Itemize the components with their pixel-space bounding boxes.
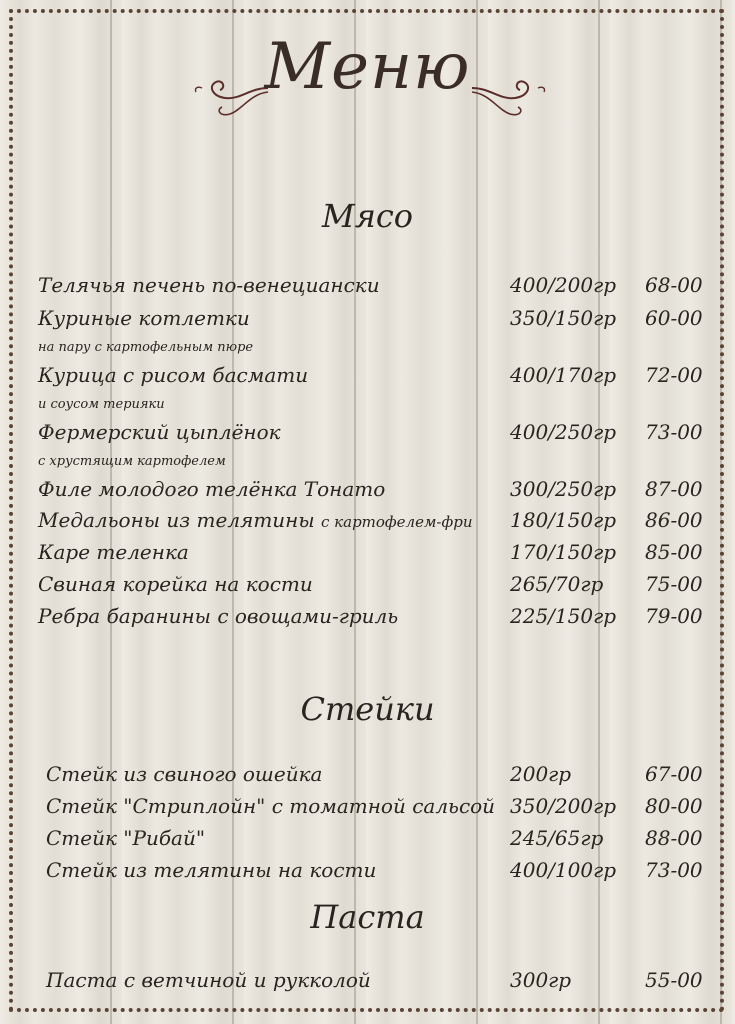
item-weight: 200гр xyxy=(510,762,572,786)
section-heading-steaks: Стейки xyxy=(300,690,435,728)
item-note: и соусом терияки xyxy=(38,397,165,412)
item-price: 60-00 xyxy=(645,306,703,330)
item-weight: 225/150гр xyxy=(510,604,616,628)
item-name: Ребра баранины с овощами-гриль xyxy=(38,604,399,628)
menu-item xyxy=(0,858,735,888)
item-weight: 265/70гр xyxy=(510,572,604,596)
item-name: Паста с ветчиной и рукколой xyxy=(46,968,371,992)
menu-item xyxy=(0,477,735,507)
item-name: Стейк "Стриплойн" с томатной сальсой xyxy=(46,794,496,818)
item-name-suffix: с картофелем-фри xyxy=(321,513,473,531)
item-name: Курица с рисом басмати xyxy=(38,363,309,387)
item-name: Стейк из телятины на кости xyxy=(46,858,377,882)
item-name: Филе молодого телёнка Тонато xyxy=(38,477,386,501)
item-name: Свиная корейка на кости xyxy=(38,572,313,596)
item-name: Стейк из свиного ошейка xyxy=(46,762,323,786)
item-weight: 400/170гр xyxy=(510,363,616,387)
item-name-text: Медальоны из телятины xyxy=(38,508,315,532)
item-price: 73-00 xyxy=(645,420,703,444)
menu-item xyxy=(0,604,735,634)
item-name xyxy=(38,508,472,532)
page-title: Меню xyxy=(264,30,471,104)
menu-item xyxy=(0,306,735,336)
item-name: Телячья печень по-венециански xyxy=(38,273,380,297)
item-weight: 400/200гр xyxy=(510,273,616,297)
item-price: 80-00 xyxy=(645,794,703,818)
header xyxy=(0,30,735,140)
item-price: 87-00 xyxy=(645,477,703,501)
section-heading-meat: Мясо xyxy=(321,197,414,235)
item-weight: 400/250гр xyxy=(510,420,616,444)
item-weight: 350/150гр xyxy=(510,306,616,330)
menu-item xyxy=(0,826,735,856)
item-name: Стейк "Рибай" xyxy=(46,826,206,850)
item-name: Куриные котлетки xyxy=(38,306,250,330)
item-weight: 245/65гр xyxy=(510,826,604,850)
item-weight: 400/100гр xyxy=(510,858,616,882)
item-name: Фермерский цыплёнок xyxy=(38,420,281,444)
item-weight: 180/150гр xyxy=(510,508,616,532)
menu-item xyxy=(0,572,735,602)
item-price: 67-00 xyxy=(645,762,703,786)
menu-item xyxy=(0,420,735,450)
item-price: 72-00 xyxy=(645,363,703,387)
menu-item xyxy=(0,508,735,538)
item-weight: 300/250гр xyxy=(510,477,616,501)
item-price: 79-00 xyxy=(645,604,703,628)
item-price: 75-00 xyxy=(645,572,703,596)
section-heading-pasta: Паста xyxy=(310,898,425,936)
right-flourish-icon xyxy=(470,70,550,130)
item-name: Каре теленка xyxy=(38,540,189,564)
item-price: 73-00 xyxy=(645,858,703,882)
menu-item xyxy=(0,540,735,570)
item-price: 88-00 xyxy=(645,826,703,850)
item-note: на пару с картофельным пюре xyxy=(38,340,254,355)
menu-item xyxy=(0,762,735,792)
menu-item xyxy=(0,363,735,393)
menu-item xyxy=(0,794,735,824)
item-price: 86-00 xyxy=(645,508,703,532)
item-weight: 300гр xyxy=(510,968,572,992)
item-weight: 170/150гр xyxy=(510,540,616,564)
item-price: 55-00 xyxy=(645,968,703,992)
item-note: с хрустящим картофелем xyxy=(38,454,226,469)
item-price: 68-00 xyxy=(645,273,703,297)
menu-item xyxy=(0,273,735,303)
menu-item xyxy=(0,968,735,998)
item-weight: 350/200гр xyxy=(510,794,616,818)
item-price: 85-00 xyxy=(645,540,703,564)
